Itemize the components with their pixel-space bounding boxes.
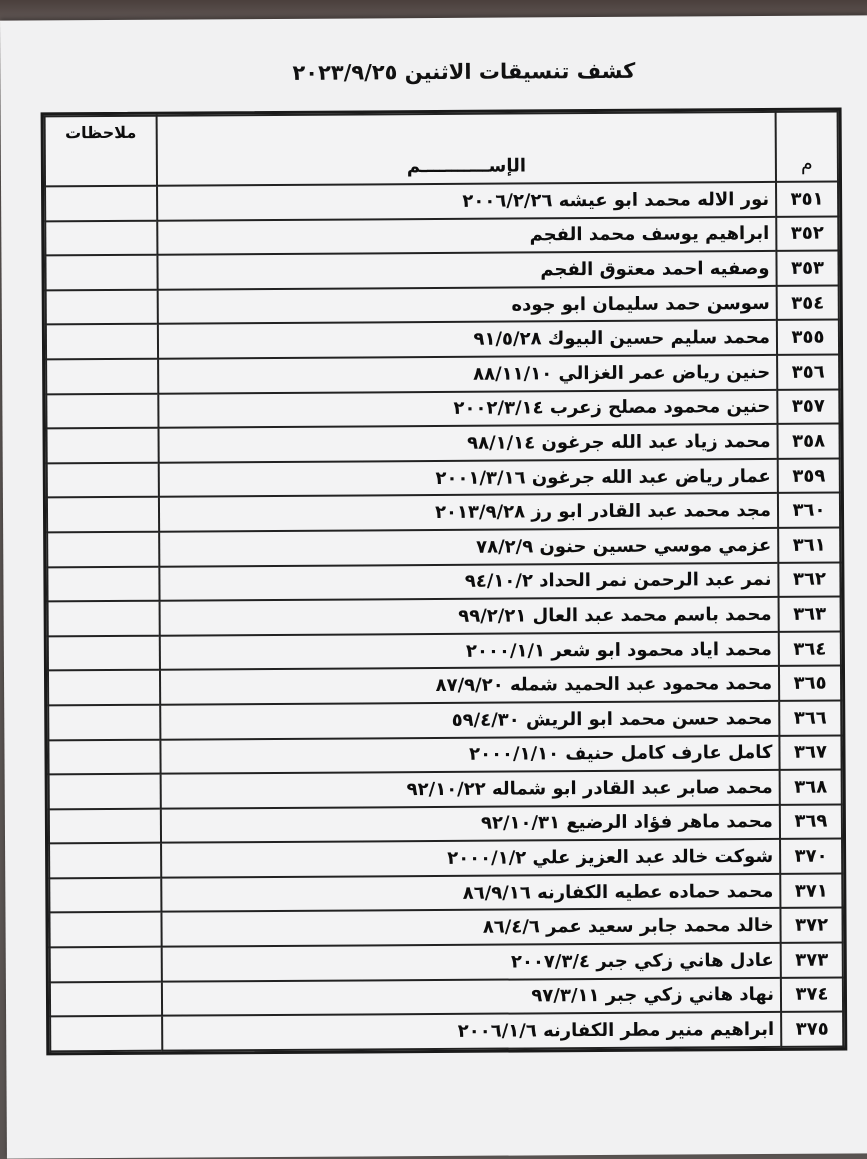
- table-header-row: [45, 112, 838, 187]
- table-row: [49, 770, 842, 809]
- row-number: ٣٦٥: [779, 666, 841, 701]
- row-number: ٣٦٠: [778, 493, 840, 528]
- names-table-frame: [41, 108, 848, 1056]
- header-name: الإســـــــــــم: [157, 112, 776, 186]
- table-row: [48, 700, 841, 739]
- row-notes: [49, 878, 161, 913]
- document-page: [0, 15, 867, 1158]
- row-number: ٣٥٨: [777, 424, 839, 459]
- row-number: ٣٦٦: [779, 700, 841, 735]
- row-notes: [48, 705, 160, 740]
- row-number: ٣٧٤: [781, 977, 843, 1012]
- row-name: نمر عبد الرحمن نمر الحداد ٩٤/١٠/٢: [159, 562, 778, 600]
- row-name: مجد محمد عبد القادر ابو رز ٢٠١٣/٩/٢٨: [159, 493, 778, 531]
- row-name: عمار رياض عبد الله جرغون ٢٠٠١/٣/١٦: [159, 459, 778, 497]
- table-row: [47, 562, 840, 601]
- table-row: [49, 839, 842, 878]
- row-notes: [46, 359, 158, 394]
- row-number: ٣٥٤: [777, 285, 839, 320]
- row-notes: [46, 324, 158, 359]
- table-row: [46, 285, 839, 324]
- row-name: محمد صابر عبد القادر ابو شماله ٩٢/١٠/٢٢: [161, 770, 780, 808]
- page-title-text: كشف تنسيقات الاثنين ٢٠٢٣/٩/٢٥: [292, 58, 636, 85]
- row-name: عادل هاني زكي جبر ٢٠٠٧/٣/٤: [162, 943, 781, 981]
- table-row: [48, 631, 841, 670]
- row-number: ٣٥١: [776, 182, 838, 217]
- row-name: وصفيه احمد معتوق الفجم: [157, 251, 776, 289]
- row-name: ابراهيم يوسف محمد الفجم: [157, 217, 776, 255]
- table-row: [49, 908, 842, 947]
- row-number: ٣٥٥: [777, 320, 839, 355]
- row-number: ٣٧٠: [780, 839, 842, 874]
- row-number: ٣٧٢: [780, 908, 842, 943]
- row-notes: [50, 981, 162, 1016]
- row-number: ٣٦١: [778, 527, 840, 562]
- row-notes: [45, 186, 157, 221]
- row-name: محمد محمود عبد الحميد شمله ٨٧/٩/٢٠: [160, 666, 779, 704]
- row-number: ٣٥٣: [776, 251, 838, 286]
- row-number: ٣٦٨: [780, 770, 842, 805]
- row-notes: [49, 843, 161, 878]
- row-notes: [45, 220, 157, 255]
- row-number: ٣٥٩: [778, 458, 840, 493]
- row-name: محمد ماهر فؤاد الرضيع ٩٢/١٠/٣١: [161, 805, 780, 843]
- row-notes: [50, 947, 162, 982]
- row-notes: [47, 462, 159, 497]
- row-number: ٣٦٧: [779, 735, 841, 770]
- row-name: محمد حماده عطيه الكفارنه ٨٦/٩/١٦: [161, 874, 780, 912]
- table-row: [47, 527, 840, 566]
- row-notes: [48, 601, 160, 636]
- table-row: [46, 354, 839, 393]
- row-notes: [46, 289, 158, 324]
- table-row: [49, 873, 842, 912]
- names-table: [44, 111, 845, 1053]
- row-number: ٣٧٥: [781, 1012, 843, 1047]
- header-num: م: [776, 112, 838, 182]
- header-notes: ملاحظات: [45, 116, 157, 187]
- row-number: ٣٧١: [780, 873, 842, 908]
- row-notes: [46, 393, 158, 428]
- row-name: ابراهيم منير مطر الكفارنه ٢٠٠٦/١/٦: [162, 1012, 781, 1050]
- table-row: [45, 251, 838, 290]
- table-row: [48, 735, 841, 774]
- table-row: [50, 977, 843, 1016]
- row-notes: [47, 532, 159, 567]
- row-number: ٣٦٩: [780, 804, 842, 839]
- row-name: محمد حسن محمد ابو الريش ٥٩/٤/٣٠: [160, 701, 779, 739]
- row-name: حنين رياض عمر الغزالي ٨٨/١١/١٠: [158, 355, 777, 393]
- row-number: ٣٥٦: [777, 354, 839, 389]
- row-name: محمد زياد عبد الله جرغون ٩٨/١/١٤: [158, 424, 777, 462]
- row-name: نور الاله محمد ابو عيشه ٢٠٠٦/٢/٢٦: [157, 182, 776, 220]
- table-row: [47, 424, 840, 463]
- row-notes: [50, 1016, 162, 1051]
- row-notes: [48, 739, 160, 774]
- row-name: محمد اياد محمود ابو شعر ٢٠٠٠/١/١: [160, 632, 779, 670]
- row-name: سوسن حمد سليمان ابو جوده: [158, 286, 777, 324]
- table-row: [45, 216, 838, 255]
- row-name: حنين محمود مصلح زعرب ٢٠٠٢/٣/١٤: [158, 389, 777, 427]
- row-name: كامل عارف كامل حنيف ٢٠٠٠/١/١٠: [160, 735, 779, 773]
- table-row: [47, 493, 840, 532]
- table-row: [50, 1012, 843, 1051]
- row-name: محمد سليم حسين البيوك ٩١/٥/٢٨: [158, 320, 777, 358]
- table-row: [48, 666, 841, 705]
- row-notes: [47, 497, 159, 532]
- row-name: محمد باسم محمد عبد العال ٩٩/٢/٢١: [160, 597, 779, 635]
- table-row: [47, 458, 840, 497]
- row-number: ٣٦٣: [779, 597, 841, 632]
- row-notes: [47, 428, 159, 463]
- table-row: [46, 389, 839, 428]
- row-name: نهاد هاني زكي جبر ٩٧/٣/١١: [162, 978, 781, 1016]
- row-notes: [49, 774, 161, 809]
- row-notes: [48, 670, 160, 705]
- row-name: خالد محمد جابر سعيد عمر ٨٦/٤/٦: [161, 908, 780, 946]
- row-number: ٣٥٢: [776, 216, 838, 251]
- row-notes: [45, 255, 157, 290]
- row-number: ٣٦٤: [779, 631, 841, 666]
- table-row: [50, 943, 843, 982]
- row-number: ٣٦٢: [778, 562, 840, 597]
- row-notes: [49, 912, 161, 947]
- row-notes: [48, 635, 160, 670]
- table-row: [46, 320, 839, 359]
- table-row: [49, 804, 842, 843]
- row-number: ٣٧٣: [781, 943, 843, 978]
- row-name: عزمي موسي حسين حنون ٧٨/٢/٩: [159, 528, 778, 566]
- row-number: ٣٥٧: [777, 389, 839, 424]
- table-row: [45, 182, 838, 221]
- page-title: [0, 57, 867, 86]
- row-notes: [47, 566, 159, 601]
- row-notes: [49, 808, 161, 843]
- table-row: [48, 597, 841, 636]
- row-name: شوكت خالد عبد العزيز علي ٢٠٠٠/١/٢: [161, 839, 780, 877]
